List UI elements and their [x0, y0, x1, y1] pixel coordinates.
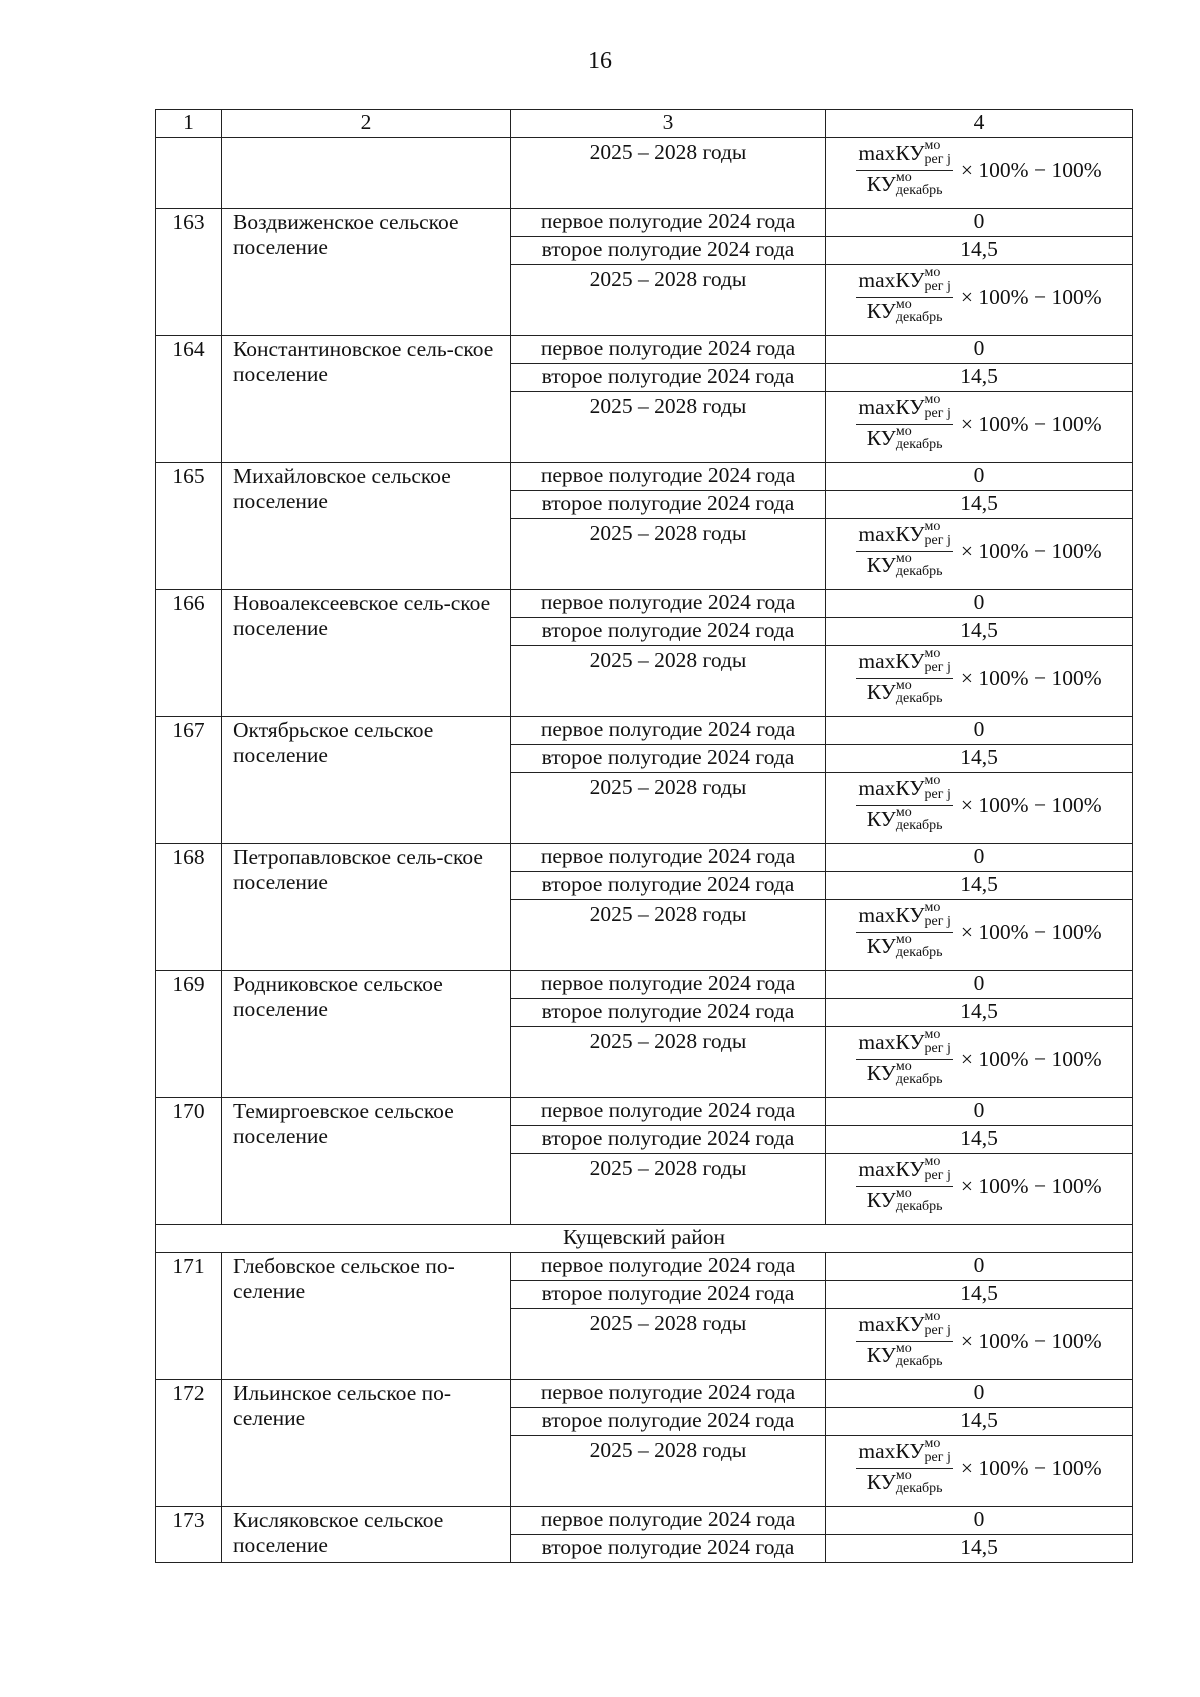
growth-formula — [826, 773, 1132, 837]
value-first-half: 0 — [826, 1380, 1133, 1408]
formula-multiplier: × 100% − 100% — [960, 919, 1102, 944]
formula-multiplier: × 100% − 100% — [960, 665, 1102, 690]
row-number: 169 — [156, 971, 222, 1098]
period-second-half: второе полугодие 2024 года — [511, 1281, 826, 1309]
formula-multiplier: × 100% − 100% — [960, 1046, 1102, 1071]
formula-denominator: КУ мо декабрь — [866, 1467, 943, 1497]
formula-fraction — [856, 392, 953, 454]
settlement-name: Кисляковское сельское поселение — [222, 1507, 511, 1563]
period-first-half: первое полугодие 2024 года — [511, 717, 826, 745]
value-first-half: 0 — [826, 1253, 1133, 1281]
formula-cell — [826, 900, 1133, 971]
period-2025-2028: 2025 – 2028 годы — [511, 1436, 826, 1507]
settlement-name: Ильинское сельское по-селение — [222, 1380, 511, 1507]
tariff-table — [155, 109, 1133, 1563]
value-first-half: 0 — [826, 1098, 1133, 1126]
period-2025-2028: 2025 – 2028 годы — [511, 265, 826, 336]
formula-denominator: КУ мо декабрь — [866, 804, 943, 834]
period-first-half: первое полугодие 2024 года — [511, 1098, 826, 1126]
period-2025-2028: 2025 – 2028 годы — [511, 1027, 826, 1098]
period-first-half: первое полугодие 2024 года — [511, 971, 826, 999]
value-first-half: 0 — [826, 336, 1133, 364]
growth-formula — [826, 1309, 1132, 1373]
period-2025-2028: 2025 – 2028 годы — [511, 392, 826, 463]
formula-cell — [826, 265, 1133, 336]
value-first-half: 0 — [826, 463, 1133, 491]
value-first-half: 0 — [826, 844, 1133, 872]
value-first-half: 0 — [826, 590, 1133, 618]
formula-fraction — [856, 1154, 953, 1216]
period-second-half: второе полугодие 2024 года — [511, 1408, 826, 1436]
growth-formula — [826, 265, 1132, 329]
period-2025-2028: 2025 – 2028 годы — [511, 773, 826, 844]
district-heading-row — [156, 1225, 1133, 1253]
settlement-name: Родниковское сельское поселение — [222, 971, 511, 1098]
table-row — [156, 1098, 1133, 1126]
period-first-half: первое полугодие 2024 года — [511, 1507, 826, 1535]
value-second-half: 14,5 — [826, 1408, 1133, 1436]
period-second-half: второе полугодие 2024 года — [511, 999, 826, 1027]
formula-cell — [826, 1436, 1133, 1507]
value-first-half: 0 — [826, 971, 1133, 999]
table-row — [156, 1380, 1133, 1408]
value-first-half: 0 — [826, 209, 1133, 237]
formula-cell — [826, 646, 1133, 717]
formula-cell — [826, 1309, 1133, 1380]
formula-multiplier: × 100% − 100% — [960, 792, 1102, 817]
formula-numerator: maxКУ мо рег j — [856, 1439, 953, 1469]
row-number: 170 — [156, 1098, 222, 1225]
table-row — [156, 844, 1133, 872]
growth-formula — [826, 392, 1132, 456]
value-second-half: 14,5 — [826, 237, 1133, 265]
header-col-1: 1 — [156, 110, 222, 138]
value-second-half: 14,5 — [826, 745, 1133, 773]
formula-denominator: КУ мо декабрь — [866, 1058, 943, 1088]
settlement-name: Глебовское сельское по-селение — [222, 1253, 511, 1380]
growth-formula — [826, 138, 1132, 202]
period-2025-2028: 2025 – 2028 годы — [511, 1309, 826, 1380]
formula-fraction — [856, 1436, 953, 1498]
formula-cell — [826, 1027, 1133, 1098]
page-number: 16 — [588, 48, 612, 74]
row-number: 167 — [156, 717, 222, 844]
period-first-half: первое полугодие 2024 года — [511, 209, 826, 237]
value-second-half: 14,5 — [826, 364, 1133, 392]
value-first-half: 0 — [826, 1507, 1133, 1535]
formula-cell — [826, 1154, 1133, 1225]
period-2025-2028: 2025 – 2028 годы — [511, 646, 826, 717]
formula-numerator: maxКУ мо рег j — [856, 903, 953, 933]
formula-numerator: maxКУ мо рег j — [856, 649, 953, 679]
row-number: 172 — [156, 1380, 222, 1507]
header-col-3: 3 — [511, 110, 826, 138]
period-2025-2028: 2025 – 2028 годы — [511, 900, 826, 971]
row-number: 166 — [156, 590, 222, 717]
district-name: Кущевский район — [156, 1225, 1133, 1253]
value-second-half: 14,5 — [826, 1126, 1133, 1154]
formula-multiplier: × 100% − 100% — [960, 1455, 1102, 1480]
formula-cell — [826, 773, 1133, 844]
row-number: 173 — [156, 1507, 222, 1563]
period-second-half: второе полугодие 2024 года — [511, 745, 826, 773]
settlement-name: Октябрьское сельское поселение — [222, 717, 511, 844]
period-first-half: первое полугодие 2024 года — [511, 336, 826, 364]
header-col-4: 4 — [826, 110, 1133, 138]
period-2025-2028: 2025 – 2028 годы — [511, 519, 826, 590]
formula-numerator: maxКУ мо рег j — [856, 1312, 953, 1342]
period-second-half: второе полугодие 2024 года — [511, 872, 826, 900]
formula-fraction — [856, 900, 953, 962]
table-row — [156, 209, 1133, 237]
settlement-name: Петропавловское сель-ское поселение — [222, 844, 511, 971]
formula-cell — [826, 138, 1133, 209]
formula-cell — [826, 519, 1133, 590]
formula-fraction — [856, 646, 953, 708]
table-row — [156, 971, 1133, 999]
formula-numerator: maxКУ мо рег j — [856, 141, 953, 171]
table-row — [156, 717, 1133, 745]
row-number: 163 — [156, 209, 222, 336]
growth-formula — [826, 1154, 1132, 1218]
value-second-half: 14,5 — [826, 999, 1133, 1027]
period-cell: 2025 – 2028 годы — [511, 138, 826, 209]
period-second-half: второе полугодие 2024 года — [511, 1126, 826, 1154]
row-number: 168 — [156, 844, 222, 971]
period-second-half: второе полугодие 2024 года — [511, 364, 826, 392]
table-row — [156, 1253, 1133, 1281]
period-first-half: первое полугодие 2024 года — [511, 463, 826, 491]
formula-cell — [826, 392, 1133, 463]
table-row-continuation — [156, 138, 1133, 209]
settlement-name: Михайловское сельское поселение — [222, 463, 511, 590]
value-second-half: 14,5 — [826, 1535, 1133, 1563]
growth-formula — [826, 900, 1132, 964]
formula-fraction — [856, 1027, 953, 1089]
value-first-half: 0 — [826, 717, 1133, 745]
settlement-name: Воздвиженское сельское поселение — [222, 209, 511, 336]
formula-multiplier: × 100% − 100% — [960, 538, 1102, 563]
formula-numerator: maxКУ мо рег j — [856, 776, 953, 806]
formula-multiplier: × 100% − 100% — [960, 157, 1102, 182]
period-first-half: первое полугодие 2024 года — [511, 1253, 826, 1281]
formula-numerator: maxКУ мо рег j — [856, 1157, 953, 1187]
formula-multiplier: × 100% − 100% — [960, 284, 1102, 309]
period-first-half: первое полугодие 2024 года — [511, 590, 826, 618]
header-row — [156, 110, 1133, 138]
table-row — [156, 463, 1133, 491]
formula-numerator: maxКУ мо рег j — [856, 395, 953, 425]
period-second-half: второе полугодие 2024 года — [511, 237, 826, 265]
formula-fraction — [856, 519, 953, 581]
formula-denominator: КУ мо декабрь — [866, 169, 943, 199]
growth-formula — [826, 519, 1132, 583]
value-second-half: 14,5 — [826, 618, 1133, 646]
value-second-half: 14,5 — [826, 1281, 1133, 1309]
value-second-half: 14,5 — [826, 872, 1133, 900]
formula-denominator: КУ мо декабрь — [866, 296, 943, 326]
formula-multiplier: × 100% − 100% — [960, 1173, 1102, 1198]
value-second-half: 14,5 — [826, 491, 1133, 519]
formula-denominator: КУ мо декабрь — [866, 931, 943, 961]
period-first-half: первое полугодие 2024 года — [511, 1380, 826, 1408]
period-first-half: первое полугодие 2024 года — [511, 844, 826, 872]
period-second-half: второе полугодие 2024 года — [511, 491, 826, 519]
row-number: 171 — [156, 1253, 222, 1380]
growth-formula — [826, 646, 1132, 710]
settlement-name: Константиновское сель-ское поселение — [222, 336, 511, 463]
formula-fraction — [856, 138, 953, 200]
settlement-name: Темиргоевское сельское поселение — [222, 1098, 511, 1225]
table-row — [156, 1507, 1133, 1535]
formula-fraction — [856, 773, 953, 835]
formula-fraction — [856, 265, 953, 327]
row-number: 164 — [156, 336, 222, 463]
period-2025-2028: 2025 – 2028 годы — [511, 1154, 826, 1225]
table-row — [156, 336, 1133, 364]
formula-numerator: maxКУ мо рег j — [856, 268, 953, 298]
formula-multiplier: × 100% − 100% — [960, 411, 1102, 436]
growth-formula — [826, 1436, 1132, 1500]
formula-denominator: КУ мо декабрь — [866, 1185, 943, 1215]
formula-denominator: КУ мо декабрь — [866, 1340, 943, 1370]
period-second-half: второе полугодие 2024 года — [511, 618, 826, 646]
formula-numerator: maxКУ мо рег j — [856, 1030, 953, 1060]
row-name-cell — [222, 138, 511, 209]
formula-multiplier: × 100% − 100% — [960, 1328, 1102, 1353]
header-col-2: 2 — [222, 110, 511, 138]
row-number: 165 — [156, 463, 222, 590]
table-row — [156, 590, 1133, 618]
row-number-cell — [156, 138, 222, 209]
period-second-half: второе полугодие 2024 года — [511, 1535, 826, 1563]
formula-fraction — [856, 1309, 953, 1371]
formula-denominator: КУ мо декабрь — [866, 550, 943, 580]
formula-numerator: maxКУ мо рег j — [856, 522, 953, 552]
settlement-name: Новоалексеевское сель-ское поселение — [222, 590, 511, 717]
formula-denominator: КУ мо декабрь — [866, 423, 943, 453]
formula-denominator: КУ мо декабрь — [866, 677, 943, 707]
growth-formula — [826, 1027, 1132, 1091]
